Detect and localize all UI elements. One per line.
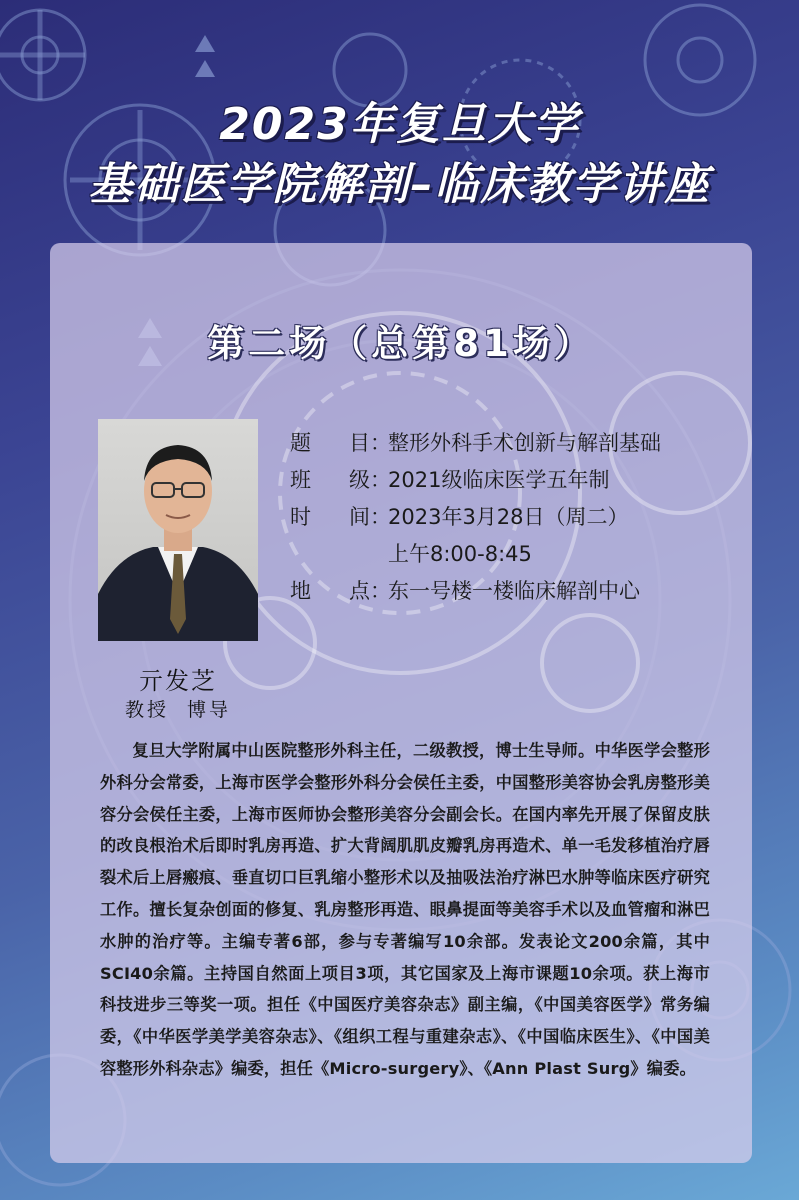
info-label: 题 目 (290, 431, 370, 455)
poster-title-line1: 2023年复旦大学 (219, 99, 580, 150)
topic-value: 整形外科手术创新与解剖基础 (388, 431, 661, 455)
speaker-photo (98, 419, 258, 641)
info-row-location: 地 点 ： 东一号楼一楼临床解剖中心 (290, 573, 730, 610)
time-value: 2023年3月28日（周二） (388, 505, 629, 529)
info-row-time: 时 间 ： 2023年3月28日（周二） (290, 499, 730, 536)
speaker-titles: 教授 博导 (124, 699, 232, 721)
speaker-biography: 复旦大学附属中山医院整形外科主任，二级教授，博士生导师。中华医学会整形外科分会常委，上海市医学会整形外科分会侯任主委，中国整形美容协会乳房整形美容分会侯任主委，上海市医师协会整形美容分会副会长。在国内率先开展了保留皮肤的改良根治术后即时乳房再造、扩大背阔肌肌皮瓣乳房再造术、单一毛发移植治疗唇裂术后上唇瘢痕、垂直切口巨乳缩小整形术以及抽吸法治疗淋巴水肿等临床医疗研究工作。擅长复杂创面的修复、乳房整形再造、眼鼻提面等美容手术以及血管瘤和淋巴水肿的治疗等。主编专著6部，参与专著编写10余部。发表论文200余篇，其中SCI40余篇。主持国自然面上项目3项，其它国家及上海市课题10余项。获上海市科技进步三等奖一项。担任《中国医疗美容杂志》副主编，《中国美容医学》常务编委，《中华医学美学美容杂志》、《组织工程与重建杂志》、《中国临床医生》、《中国美容整形外科杂志》编委，担任《Micro-surgery》、《Ann Plast Surg》编委。 (100, 741, 710, 1078)
info-label: 时 间 (290, 505, 370, 529)
info-label: 班 级 (290, 468, 370, 492)
session-label: 第二场（总第81场） (207, 322, 595, 365)
poster-title-line2: 基础医学院解剖–临床教学讲座 (88, 159, 711, 210)
speaker-name: 亓发芝 (139, 667, 217, 695)
location-value: 东一号楼一楼临床解剖中心 (388, 579, 640, 603)
content-panel (50, 243, 752, 1163)
class-value: 2021级临床医学五年制 (388, 468, 610, 492)
time-continued: 上午8:00-8:45 (388, 542, 532, 566)
info-label: 地 点 (290, 579, 370, 603)
info-row-topic: 题 目 ： 整形外科手术创新与解剖基础 (290, 425, 730, 462)
info-row-class: 班 级 ： 2021级临床医学五年制 (290, 462, 730, 499)
lecture-info (290, 425, 730, 610)
